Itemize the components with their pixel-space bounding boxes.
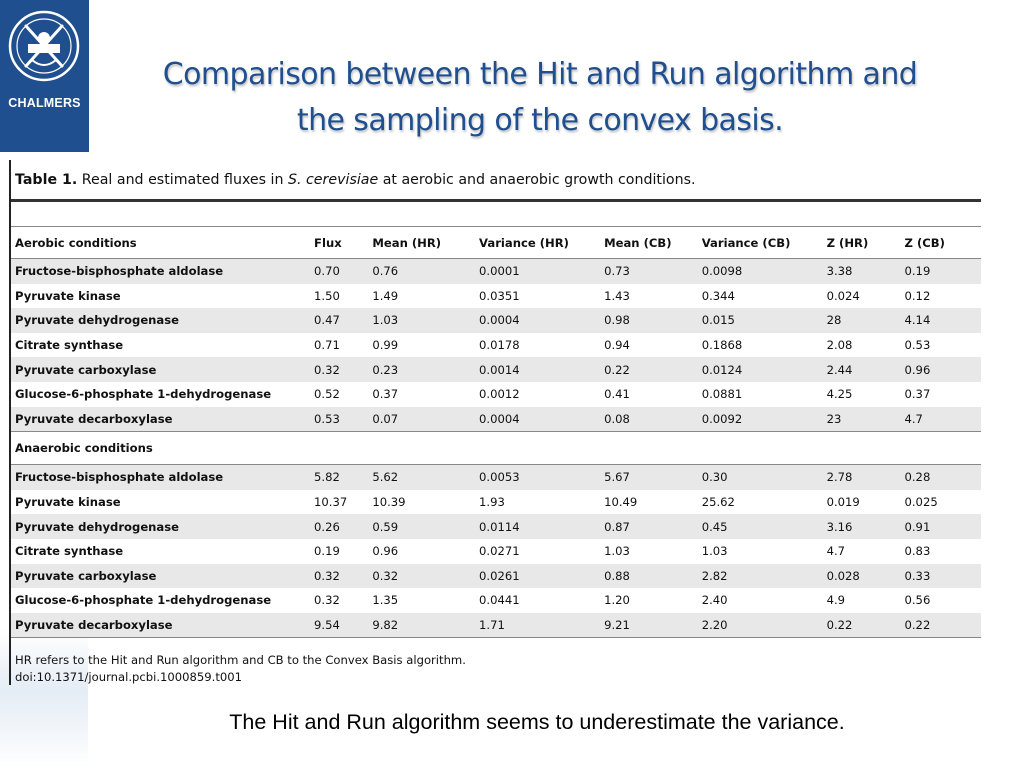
table-cell: 10.49 — [604, 495, 638, 510]
table-row — [11, 407, 981, 432]
table-cell: 0.0114 — [475, 514, 600, 539]
table-cell: 0.56 — [904, 593, 931, 608]
doi-text: doi:10.1371/journal.pcbi.1000859.t001 — [15, 670, 243, 684]
table-cell: 1.03 — [368, 308, 475, 333]
table-cell: 0.32 — [368, 564, 475, 589]
table-cell: 9.54 — [310, 613, 368, 638]
bottom-note: The Hit and Run algorithm seems to underestimate the variance. — [229, 710, 845, 734]
table-cell: 0.0012 — [479, 387, 520, 402]
row-label: Pyruvate dehydrogenase — [11, 514, 310, 539]
table-cell: 5.67 — [600, 465, 698, 490]
flux-table — [11, 228, 981, 638]
table-cell: 0.22 — [823, 613, 901, 638]
table-row — [11, 357, 981, 382]
column-header: Mean (CB) — [600, 228, 698, 259]
table-cell: 0.0441 — [479, 593, 520, 608]
table-cell: 0.99 — [372, 338, 399, 353]
table-cell: 0.23 — [368, 357, 475, 382]
table-cell: 0.32 — [310, 564, 368, 589]
table-cell: 0.0004 — [475, 407, 600, 432]
footnote-text: HR refers to the Hit and Run algorithm and CB to the Convex Basis algorithm. — [15, 653, 466, 667]
table-cell: 0.53 — [310, 407, 368, 432]
column-header: Z (CB) — [901, 228, 982, 259]
table-row — [11, 259, 981, 284]
column-header: Variance (HR) — [475, 228, 600, 259]
table-cell: 0.22 — [901, 613, 982, 638]
table-cell: 2.44 — [823, 357, 901, 382]
table-cell: 1.03 — [604, 544, 630, 559]
slide-title-line-1: Comparison between the Hit and Run algorithm and — [162, 57, 918, 92]
table-cell: 0.015 — [698, 308, 823, 333]
table-cell: 0.344 — [701, 288, 735, 303]
row-label: Glucose-6-phosphate 1-dehydrogenase — [15, 387, 272, 402]
table-cell: 0.07 — [368, 407, 475, 432]
row-label: Pyruvate carboxylase — [11, 564, 310, 589]
table-cell: 0.37 — [904, 387, 931, 402]
table-cell: 0.1868 — [701, 338, 743, 353]
table-cell: 10.39 — [372, 495, 406, 510]
column-header: Variance (CB) — [698, 228, 823, 259]
table-cell: 0.19 — [314, 544, 340, 559]
table-cell: 0.0124 — [698, 357, 823, 382]
table-cell: 0.12 — [904, 288, 931, 303]
chalmers-logo — [0, 0, 89, 152]
table-cell: 0.0092 — [698, 407, 823, 432]
table-cell: 4.25 — [826, 387, 853, 402]
section-row-anaerobic — [11, 432, 981, 465]
table-cell: 0.45 — [698, 514, 823, 539]
table-cell: 1.03 — [701, 544, 728, 559]
table-cell: 0.41 — [604, 387, 630, 402]
table-cell: 23 — [823, 407, 901, 432]
table-cell: 28 — [823, 308, 901, 333]
table-row — [11, 465, 981, 490]
row-label: Pyruvate decarboxylase — [11, 407, 310, 432]
table-cell: 0.96 — [372, 544, 399, 559]
table-cell: 0.0001 — [475, 259, 600, 284]
table-cell: 2.08 — [826, 338, 853, 353]
caption-label: Table 1. — [15, 172, 78, 188]
table-cell: 0.33 — [901, 564, 982, 589]
table-cell: 0.32 — [314, 593, 340, 608]
row-label: Fructose-bisphosphate aldolase — [11, 465, 310, 490]
table-blank-row — [11, 202, 981, 226]
table-caption — [15, 172, 696, 188]
table-cell: 0.0881 — [701, 387, 743, 402]
table-cell: 0.71 — [314, 338, 340, 353]
row-label: Citrate synthase — [15, 338, 124, 353]
table-row — [11, 382, 981, 407]
table-cell: 0.53 — [904, 338, 931, 353]
table-row — [11, 539, 981, 564]
row-label: Pyruvate carboxylase — [11, 357, 310, 382]
table-cell: 10.37 — [314, 495, 348, 510]
table-cell: 1.71 — [475, 613, 600, 638]
table-row — [11, 284, 981, 309]
table-cell: 0.88 — [600, 564, 698, 589]
row-label: Pyruvate kinase — [15, 495, 121, 510]
table-cell: 5.62 — [368, 465, 475, 490]
table-cell: 0.22 — [600, 357, 698, 382]
caption-post: at aerobic and anaerobic growth conditions. — [378, 172, 696, 188]
table-cell: 2.78 — [823, 465, 901, 490]
table-cell: 0.0098 — [698, 259, 823, 284]
table-row — [11, 308, 981, 333]
table-cell: 0.52 — [314, 387, 340, 402]
table-cell: 0.73 — [600, 259, 698, 284]
table-cell: 2.40 — [701, 593, 728, 608]
table-cell: 3.16 — [823, 514, 901, 539]
column-header: Mean (HR) — [368, 228, 475, 259]
table-cell: 0.0004 — [475, 308, 600, 333]
table-cell: 1.20 — [604, 593, 630, 608]
row-label: Pyruvate decarboxylase — [11, 613, 310, 638]
table-cell: 9.21 — [600, 613, 698, 638]
table-cell: 0.70 — [310, 259, 368, 284]
column-header: Z (HR) — [823, 228, 901, 259]
table-cell: 4.7 — [826, 544, 846, 559]
table-cell: 1.50 — [314, 288, 340, 303]
table-cell: 0.47 — [310, 308, 368, 333]
slide-title-line-2: the sampling of the convex basis. — [296, 103, 784, 138]
table-cell: 0.024 — [826, 288, 860, 303]
table-cell: 0.26 — [310, 514, 368, 539]
table-cell: 1.43 — [604, 288, 630, 303]
row-label: Fructose-bisphosphate aldolase — [11, 259, 310, 284]
table-cell: 0.94 — [604, 338, 630, 353]
table-cell: 0.32 — [310, 357, 368, 382]
caption-species: S. cerevisiae — [287, 172, 379, 188]
table-cell: 0.96 — [901, 357, 982, 382]
table-cell: 0.59 — [368, 514, 475, 539]
row-label: Glucose-6-phosphate 1-dehydrogenase — [15, 593, 272, 608]
logo-text: CHALMERS — [8, 96, 81, 110]
table-cell: 0.87 — [600, 514, 698, 539]
column-header: Aerobic conditions — [11, 228, 310, 259]
table-cell: 1.93 — [479, 495, 505, 510]
table-row — [11, 514, 981, 539]
table-cell: 0.028 — [823, 564, 901, 589]
chalmers-seal-icon — [4, 4, 85, 94]
caption-pre: Real and estimated fluxes in — [77, 172, 288, 188]
row-label: Pyruvate dehydrogenase — [11, 308, 310, 333]
table-footnote — [15, 652, 466, 686]
table-cell: 0.19 — [901, 259, 982, 284]
table-cell: 0.76 — [368, 259, 475, 284]
table-cell: 0.025 — [904, 495, 938, 510]
row-label: Citrate synthase — [15, 544, 124, 559]
table-cell: 0.0351 — [479, 288, 520, 303]
slide-title — [100, 52, 980, 144]
table-cell: 0.28 — [901, 465, 982, 490]
table-cell: 9.82 — [368, 613, 475, 638]
table-row — [11, 333, 981, 358]
table-cell: 25.62 — [701, 495, 735, 510]
table-cell: 1.49 — [372, 288, 399, 303]
row-label: Pyruvate kinase — [15, 288, 121, 303]
table-header-row — [11, 228, 981, 259]
table-row — [11, 588, 981, 613]
table-row — [11, 490, 981, 515]
table-cell: 4.7 — [901, 407, 982, 432]
table-cell: 4.14 — [901, 308, 982, 333]
table-cell: 3.38 — [823, 259, 901, 284]
table-cell: 0.0261 — [475, 564, 600, 589]
column-header: Flux — [310, 228, 368, 259]
table-cell: 0.019 — [826, 495, 860, 510]
table-cell: 2.82 — [698, 564, 823, 589]
table-cell: 0.0271 — [479, 544, 520, 559]
table-cell: 0.91 — [901, 514, 982, 539]
table-cell: 0.30 — [698, 465, 823, 490]
table-cell: 1.35 — [372, 593, 399, 608]
table-row — [11, 613, 981, 638]
table-cell: 0.98 — [600, 308, 698, 333]
section-label: Anaerobic conditions — [11, 432, 981, 465]
table-header-rule — [11, 226, 981, 227]
table-figure — [9, 160, 983, 685]
table-cell: 0.08 — [600, 407, 698, 432]
table-cell: 0.37 — [372, 387, 399, 402]
table-cell: 2.20 — [698, 613, 823, 638]
table-row — [11, 564, 981, 589]
table-cell: 0.0178 — [479, 338, 520, 353]
table-cell: 4.9 — [826, 593, 846, 608]
table-cell: 0.0053 — [475, 465, 600, 490]
table-cell: 0.83 — [904, 544, 931, 559]
table-cell: 0.0014 — [475, 357, 600, 382]
table-cell: 5.82 — [310, 465, 368, 490]
